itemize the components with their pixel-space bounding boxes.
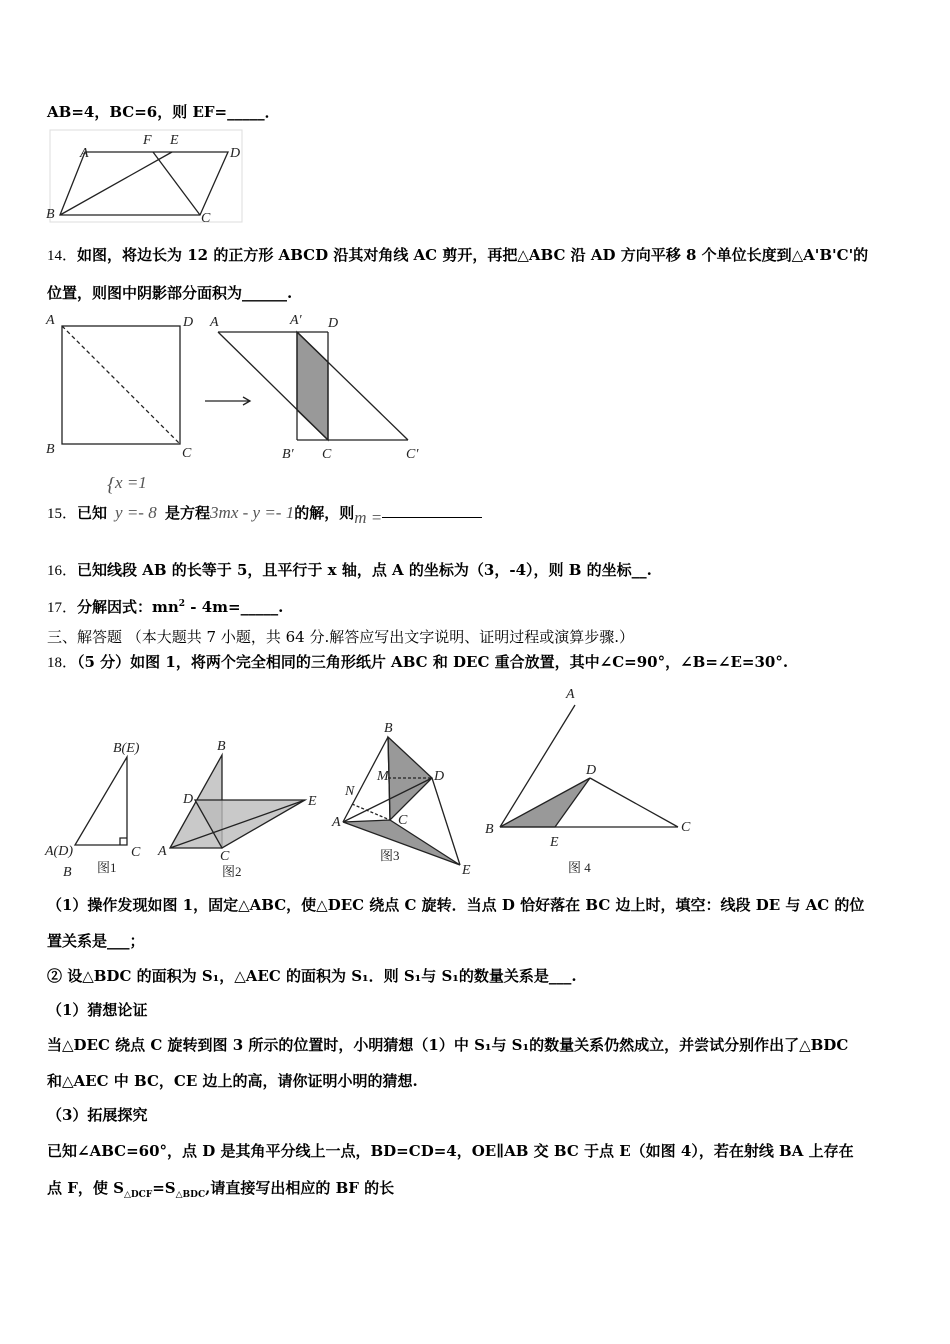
label: C	[182, 446, 192, 461]
label: D	[434, 769, 445, 784]
label: D	[586, 763, 597, 778]
system-eq1: x =1	[115, 473, 147, 492]
q17-text: 分解因式：mn	[77, 598, 179, 616]
label: B	[63, 865, 72, 880]
q13-text: AB=4，BC=6，则 EF=_____．	[47, 103, 280, 121]
q18-p2: ② 设△BDC 的面积为 S₁，△AEC 的面积为 S₁．则 S₁与 S₁的数量关系是___.	[47, 967, 577, 985]
q13-parallelogram-figure	[46, 130, 242, 226]
label: B(E)	[113, 741, 140, 756]
label: B	[384, 721, 393, 736]
label: A	[566, 687, 575, 702]
label: A	[80, 146, 89, 161]
label: B	[217, 739, 226, 754]
label: B	[46, 207, 55, 222]
figure-1	[44, 741, 141, 880]
subscript: △BDC	[175, 1190, 206, 1200]
label: E	[170, 133, 179, 148]
label: D	[328, 316, 339, 331]
figure-4	[485, 687, 691, 875]
equation-system: { x =1 y =- 8	[107, 473, 157, 522]
label: A′	[290, 313, 302, 328]
q14-number: 14．	[47, 248, 78, 264]
q18-h2: （1）猜想论证	[47, 1001, 148, 1019]
label: C	[201, 211, 211, 226]
q14-text: 如图，将边长为 12 的正方形 ABCD 沿其对角线 AC 剪开，再把△ABC 沿 AD 方向平移 8 个单位长度到△A'B'C'的	[77, 246, 869, 264]
q18-p1b: 置关系是___；	[47, 932, 145, 950]
q18-p3b: 和△AEC 中 BC，CE 边上的高，请你证明小明的猜想.	[47, 1072, 418, 1090]
figure-3	[331, 721, 471, 878]
label: E	[462, 863, 471, 878]
label: D	[183, 792, 194, 807]
text: ,请直接写出相应的 BF 的长	[205, 1179, 395, 1197]
label: A	[46, 313, 55, 328]
system-eq2: y =- 8	[115, 503, 157, 522]
label: E	[308, 794, 317, 809]
figure-caption: 图2	[222, 864, 242, 879]
label: B	[485, 822, 494, 837]
figure-caption: 图1	[97, 860, 117, 875]
equation: 3mx - y =- 1	[210, 503, 295, 522]
label: A	[158, 844, 167, 859]
subscript: △DCF	[123, 1190, 153, 1200]
text: 点 F，使 S	[47, 1179, 124, 1197]
label: D	[183, 315, 194, 330]
q16-text: 已知线段 AB 的长等于 5，且平行于 x 轴，点 A 的坐标为（3，-4），则 B 的坐标__.	[77, 561, 652, 579]
figure-caption: 图 4	[568, 860, 591, 875]
q14-translated-figure	[209, 313, 419, 462]
q17-exponent: 2	[178, 599, 186, 609]
q18-p4a: 已知∠ABC=60°，点 D 是其角平分线上一点，BD=CD=4，OE∥AB 交 BC 于点 E（如图 4），若在射线 BA 上存在	[47, 1142, 854, 1160]
label: C′	[406, 447, 419, 462]
label: A	[332, 815, 341, 830]
q18-text: （5 分）如图 1，将两个完全相同的三角形纸片 ABC 和 DEC 重合放置，其中∠C=90°，∠B=∠E=30°.	[77, 653, 789, 671]
q18-number: 18．	[47, 655, 78, 671]
label: F	[143, 133, 152, 148]
q17-text2: - 4m=_____.	[185, 598, 284, 616]
label: A(D)	[45, 844, 73, 859]
label: C	[220, 849, 230, 864]
figure-caption: 图3	[380, 848, 400, 863]
q18-p1a: （1）操作发现如图 1，固定△ABC，使△DEC 绕点 C 旋转．当点 D 恰好落在 BC 边上时，填空：线段 DE 与 AC 的位	[47, 896, 865, 914]
label: M	[377, 769, 389, 784]
q14-line2: 位置，则图中阴影部分面积为______.	[47, 284, 293, 302]
q18-h3: （3）拓展探究	[47, 1106, 148, 1124]
label: C	[322, 447, 332, 462]
m-var: m =	[354, 508, 383, 527]
label: D	[230, 146, 241, 161]
label: C	[681, 820, 691, 835]
q18-p3a: 当△DEC 绕点 C 旋转到图 3 所示的位置时，小明猜想（1）中 S₁与 S₁的数量关系仍然成立，并尝试分别作出了△BDC	[47, 1036, 849, 1054]
label: N	[345, 784, 355, 799]
label: C	[398, 813, 408, 828]
q15-text1: 已知	[77, 504, 108, 522]
arrow-icon	[205, 397, 250, 405]
label: E	[550, 835, 559, 850]
label: C	[131, 845, 141, 860]
q15-text3: 的解，则	[294, 504, 355, 522]
label: B	[46, 442, 55, 457]
text: =S	[152, 1179, 176, 1197]
q14-square-figure	[45, 313, 193, 461]
label: A	[210, 315, 219, 330]
q16-number: 16．	[47, 563, 78, 579]
label: B′	[282, 447, 294, 462]
section-heading: 三、解答题 （本大题共 7 小题，共 64 分.解答应写出文字说明、证明过程或演算步骤.）	[47, 628, 635, 646]
q17-number: 17．	[47, 600, 78, 616]
q15-number: 15．	[47, 506, 78, 522]
figure-2	[157, 739, 317, 879]
q15-text2: 是方程	[165, 504, 211, 522]
